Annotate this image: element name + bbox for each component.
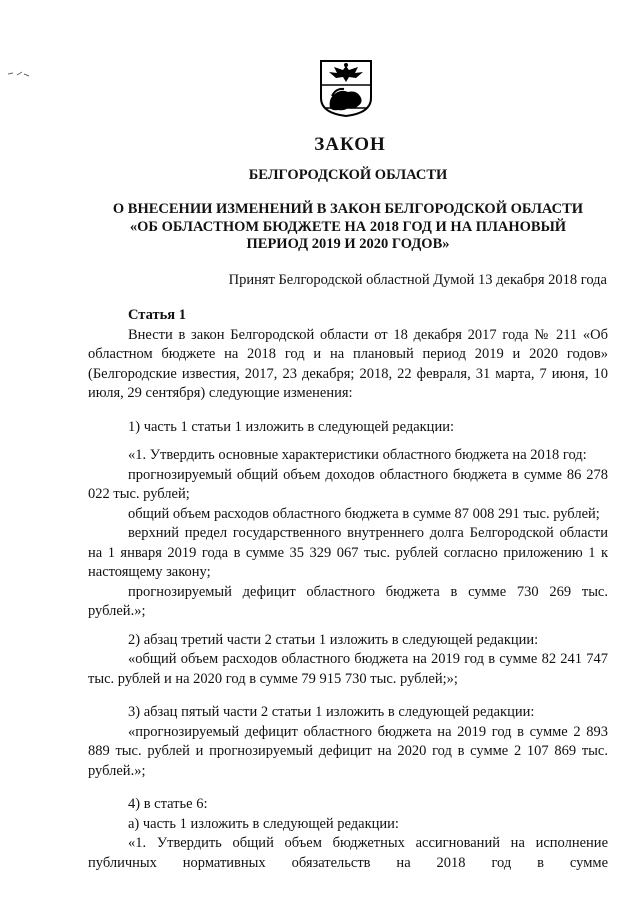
item-4-paragraph: 4) в статье 6:: [128, 796, 208, 812]
adoption-note: Принят Белгородской областной Думой 13 декабря 2018 года: [228, 272, 607, 288]
region-title: БЕЛГОРОДСКОЙ ОБЛАСТИ: [248, 167, 448, 183]
item-3-quote: «прогнозируемый дефицит областного бюджета на 2019 год в сумме 2 893 889 тыс. рублей и прогнозируемый дефицит на 2020 год в сумме 2 107 869 тыс. рублей.»;: [88, 723, 608, 779]
item-1-quote-expenditure: общий объем расходов областного бюджета в сумме 87 008 291 тыс. рублей;: [128, 505, 600, 522]
item-2-paragraph: 2) абзац третий части 2 статьи 1 изложить в следующей редакции:: [128, 631, 539, 648]
item-1-quote-debt-limit: верхний предел государственного внутреннего долга Белгородской области на 1 января 2019 года в сумме 35 329 067 тыс. рублей согласно приложению 1 к настоящему закону;: [88, 525, 608, 580]
law-subject-title: [28, 201, 640, 254]
item-1-quote-deficit: прогнозируемый дефицит областного бюджета в сумме 730 269 тыс. рублей.»;: [88, 583, 608, 619]
item-4a-paragraph: а) часть 1 изложить в следующей редакции:: [128, 815, 399, 832]
scan-artifact-mark: [8, 70, 30, 78]
item-3-paragraph: 3) абзац пятый части 2 статьи 1 изложить в следующей редакции:: [128, 704, 535, 720]
belgorod-coat-of-arms-icon: [318, 58, 374, 118]
item-1-quote-heading: «1. Утвердить основные характеристики областного бюджета на 2018 год:: [128, 447, 587, 463]
law-title: ЗАКОН: [314, 134, 386, 155]
subject-line-3: ПЕРИОД 2019 И 2020 ГОДОВ»: [246, 236, 450, 252]
item-1-quote-revenue: прогнозируемый общий объем доходов областного бюджета в сумме 86 278 022 тыс. рублей;: [88, 466, 608, 502]
subject-line-2: «ОБ ОБЛАСТНОМ БЮДЖЕТЕ НА 2018 ГОД И НА ПЛАНОВЫЙ: [129, 218, 567, 235]
item-4a-quote: «1. Утвердить общий объем бюджетных ассигнований на исполнение публичных нормативных обязательств на 2018 год в сумме: [88, 835, 608, 871]
item-2-quote: «общий объем расходов областного бюджета на 2019 год в сумме 82 241 747 тыс. рублей и на 2020 год в сумме 79 915 730 тыс. рублей;»;: [88, 651, 608, 687]
item-1-paragraph: 1) часть 1 статьи 1 изложить в следующей редакции:: [128, 418, 454, 435]
subject-line-1: О ВНЕСЕНИИ ИЗМЕНЕНИЙ В ЗАКОН БЕЛГОРОДСКОЙ ОБЛАСТИ: [112, 201, 584, 217]
article-intro-paragraph: Внести в закон Белгородской области от 18 декабря 2017 года № 211 «Об областном бюджете на 2018 год и на плановый период 2019 и 2020 годов» (Белгородские известия, 2017, 23 декабря; 2018, 22 февраля, 31 марта, 7 июня, 10 июля, 29 сентября) следующие изменения:: [88, 326, 608, 401]
article-heading: Статья 1: [128, 307, 186, 323]
article-body: [88, 306, 608, 873]
